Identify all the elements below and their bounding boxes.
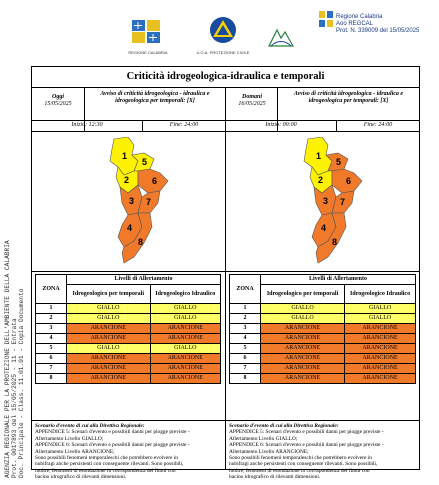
right-scenario-line: APPENDICE 5: Scenari d'evento e possibili danni per piogge previste - (229, 429, 384, 436)
left-date: 15/05/2025 (44, 101, 72, 107)
right-scenario-line: APPENDICE 6: Scenari d'evento e possibili danni per piogge previste - (229, 442, 384, 449)
divider (32, 120, 419, 121)
right-avviso: Avviso di criticità idrogeologica - idraulica e idrogeologica per temporali: [X] (293, 91, 404, 104)
right-scenario-line: bacino idrografico di rilevanti dimensioni. (229, 474, 321, 481)
right-scenario-line: Sono possibili fenomeni temporaleschi che potrebbero evolvere in (229, 455, 372, 462)
right-scenario-title: Scenario d'evento di cui alla Direttiva Regionale: (229, 423, 339, 429)
right-zone-number: 1 (230, 304, 261, 314)
right-zone-number: 2 (230, 314, 261, 324)
right-zone-number: 4 (230, 334, 261, 344)
right-calabria-map (288, 137, 372, 267)
bulletin-frame (31, 66, 420, 481)
right-table-body (230, 304, 416, 384)
left-temporali-level: ARANCIONE (67, 364, 151, 374)
right-zone-row (230, 344, 416, 354)
right-zone-number: 6 (230, 354, 261, 364)
right-map-label-7: 7 (340, 197, 346, 207)
right-idraulico-level: ARANCIONE (345, 344, 416, 354)
right-scenario-line: Allertamento Livello GIALLO; (229, 435, 298, 442)
livelli-header: Livelli di Allertamento (67, 275, 221, 285)
left-idraulico-level: ARANCIONE (150, 364, 220, 374)
left-table-body (36, 304, 221, 384)
divider (142, 120, 143, 131)
right-zone-row (230, 304, 416, 314)
regione-protocol-logo (318, 10, 334, 28)
left-map-label-3: 3 (129, 196, 135, 206)
side-protocol-stamp (2, 180, 26, 480)
right-temporali-level: ARANCIONE (261, 374, 345, 384)
right-temporali-level: ARANCIONE (261, 344, 345, 354)
document-header (0, 0, 439, 60)
left-temporali-level: GIALLO (67, 344, 151, 354)
right-idraulico-level: ARANCIONE (345, 364, 416, 374)
left-scenario-line: APPENDICE 6: Scenari d'evento e possibili danni per piogge previste - (35, 442, 190, 449)
side-stamp-line-1: AGENZIA REGIONALE PER LA PROTEZIONE DELL'AMBIENTE DELLA CALABRIA (4, 240, 11, 478)
right-idraulico-level: GIALLO (345, 314, 416, 324)
left-temporali-level: GIALLO (67, 304, 151, 314)
divider (32, 131, 419, 132)
left-zone-number: 5 (36, 344, 67, 354)
left-zone-row (36, 354, 221, 364)
left-idraulico-level: ARANCIONE (150, 334, 220, 344)
right-zone-number: 7 (230, 364, 261, 374)
right-zone-number: 3 (230, 324, 261, 334)
right-zone-row (230, 354, 416, 364)
right-idraulico-level: ARANCIONE (345, 334, 416, 344)
right-scenario (229, 423, 417, 481)
left-map-label-2: 2 (124, 175, 130, 185)
arpacal-logo (267, 26, 295, 48)
right-map-label-1: 1 (316, 151, 322, 161)
left-temporali-level: GIALLO (67, 314, 151, 324)
left-zone-number: 3 (36, 324, 67, 334)
col-idraulico-header: Idrogeologico Idraulico (345, 285, 416, 304)
left-zone-row (36, 324, 221, 334)
left-scenario-line: Allertamento Livello GIALLO; (35, 435, 104, 442)
bulletin-title: Criticità idrogeologica-idraulica e temporali (126, 71, 325, 82)
left-fine: Fine: 24:00 (169, 122, 199, 128)
left-zone-row (36, 304, 221, 314)
protocol-line-1: Regione Calabria (336, 14, 383, 20)
divider (336, 120, 337, 131)
left-alert-table (35, 274, 221, 384)
left-idraulico-level: ARANCIONE (150, 374, 220, 384)
protezione-civile-logo (208, 16, 238, 48)
right-map-label-5: 5 (336, 157, 342, 167)
left-zone-row (36, 334, 221, 344)
right-idraulico-level: ARANCIONE (345, 374, 416, 384)
left-inizio: Inizio: 12:30 (71, 122, 103, 128)
left-day-label: Oggi (52, 94, 64, 100)
left-zone-number: 6 (36, 354, 67, 364)
left-scenario-line: bacino idrografico di rilevanti dimensioni. (35, 474, 127, 481)
livelli-header: Livelli di Allertamento (261, 275, 416, 285)
left-zone-row (36, 374, 221, 384)
left-map-label-6: 6 (152, 176, 158, 186)
right-map-label-3: 3 (323, 196, 329, 206)
right-map-label-2: 2 (318, 175, 324, 185)
right-zone-row (230, 374, 416, 384)
right-fine: Fine: 24:00 (363, 122, 393, 128)
left-scenario-line: Allertamento Livello ARANCIONE; (35, 448, 115, 455)
left-scenario-line: inoltre, fenomeni di esondazione in corrispondenza dei fiumi con (35, 467, 176, 474)
left-map-label-8: 8 (138, 237, 144, 247)
right-zone-row (230, 314, 416, 324)
left-idraulico-level: GIALLO (150, 304, 220, 314)
left-scenario (35, 423, 223, 481)
left-temporali-level: ARANCIONE (67, 334, 151, 344)
left-scenario-line: Sono possibili fenomeni temporaleschi che potrebbero evolvere in (35, 455, 178, 462)
right-temporali-level: GIALLO (261, 304, 345, 314)
right-scenario-line: Allertamento Livello ARANCIONE; (229, 448, 309, 455)
right-zone-row (230, 324, 416, 334)
side-stamp-line-2: Prot. 0017893 del 15/05/2025 - 11 - Entrata (11, 318, 18, 478)
left-scenario-line: nubifragi anche persistenti con conseguente rilevanti. Sono possibili, (35, 461, 184, 468)
right-zone-row (230, 364, 416, 374)
left-scenario-title: Scenario d'evento di cui alla Direttiva Regionale: (35, 423, 145, 429)
right-map-label-8: 8 (332, 237, 338, 247)
left-map-label-1: 1 (122, 151, 128, 161)
left-map-label-7: 7 (146, 197, 152, 207)
divider (32, 420, 419, 421)
left-calabria-map (94, 137, 178, 267)
left-map-label-4: 4 (127, 223, 133, 233)
left-zone-row (36, 364, 221, 374)
regione-calabria-logo (130, 18, 164, 46)
protocol-info (336, 14, 419, 35)
side-stamp-line-3: Doc. Principale - Class. 11.01.01 - Copia Documento (18, 288, 25, 478)
left-idraulico-level: ARANCIONE (150, 354, 220, 364)
left-idraulico-level: GIALLO (150, 344, 220, 354)
left-avviso: Avviso di criticità idrogeologica - idraulica e idrogeologica per temporali: [X] (100, 91, 210, 104)
col-temporali-header: Idrogeologico per temporali (261, 285, 345, 304)
side-stamp-svg (2, 180, 26, 480)
left-zone-number: 4 (36, 334, 67, 344)
right-temporali-level: ARANCIONE (261, 364, 345, 374)
left-zone-number: 2 (36, 314, 67, 324)
right-temporali-level: ARANCIONE (261, 354, 345, 364)
right-scenario-line: nubifragi anche persistenti con conseguente rilevanti. Sono possibili, (229, 461, 378, 468)
left-zone-number: 8 (36, 374, 67, 384)
col-temporali-header: Idrogeologico per temporali (67, 285, 151, 304)
right-zone-row (230, 334, 416, 344)
left-temporali-level: ARANCIONE (67, 354, 151, 364)
divider (32, 271, 419, 272)
right-temporali-level: ARANCIONE (261, 324, 345, 334)
right-temporali-level: GIALLO (261, 314, 345, 324)
protezione-civile-caption: U.O.A. PROTEZIONE CIVILE (196, 50, 250, 55)
left-zone-number: 1 (36, 304, 67, 314)
zona-header: ZONA (36, 275, 67, 304)
col-idraulico-header: Idrogeologico Idraulico (150, 285, 220, 304)
right-temporali-level: ARANCIONE (261, 334, 345, 344)
protocol-line-2: Aoo REGCAL (336, 21, 374, 27)
right-idraulico-level: GIALLO (345, 304, 416, 314)
zona-header: ZONA (230, 275, 261, 304)
left-temporali-level: ARANCIONE (67, 374, 151, 384)
right-day-label: Domani (241, 94, 262, 100)
right-date: 16/05/2025 (238, 101, 266, 107)
left-idraulico-level: ARANCIONE (150, 324, 220, 334)
right-map-label-4: 4 (321, 223, 327, 233)
right-idraulico-level: ARANCIONE (345, 354, 416, 364)
left-map-label-5: 5 (142, 157, 148, 167)
left-zone-number: 7 (36, 364, 67, 374)
right-zone-number: 5 (230, 344, 261, 354)
right-map-label-6: 6 (346, 176, 352, 186)
right-scenario-line: inoltre, fenomeni di esondazione in corrispondenza dei fiumi con (229, 467, 370, 474)
left-scenario-line: APPENDICE 5: Scenari d'evento e possibili danni per piogge previste - (35, 429, 190, 436)
right-zone-number: 8 (230, 374, 261, 384)
regione-calabria-caption: REGIONE CALABRIA (128, 50, 168, 55)
center-divider (225, 87, 226, 469)
left-zone-row (36, 344, 221, 354)
protocol-line-3: Prot. N. 339009 del 15/05/2025 (336, 28, 420, 34)
right-inizio: Inizio: 00:00 (265, 122, 297, 128)
left-zone-row (36, 314, 221, 324)
right-alert-table (229, 274, 416, 384)
left-temporali-level: ARANCIONE (67, 324, 151, 334)
left-idraulico-level: GIALLO (150, 314, 220, 324)
right-idraulico-level: ARANCIONE (345, 324, 416, 334)
